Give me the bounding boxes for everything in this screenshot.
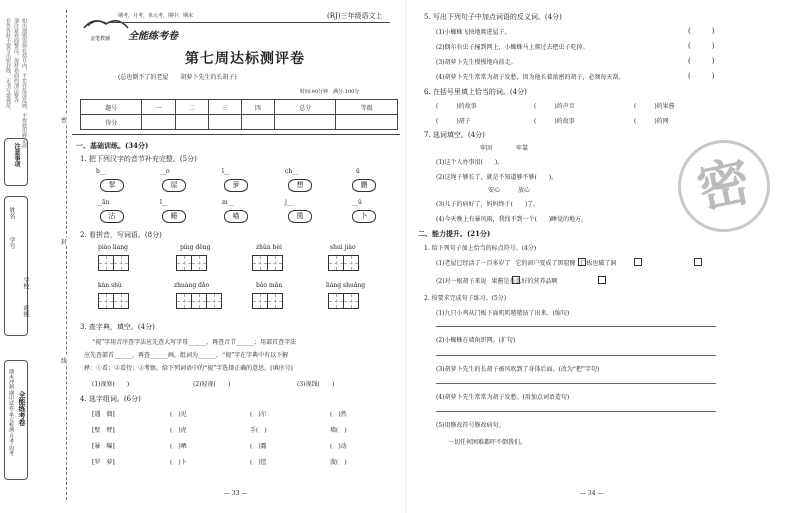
hanzi-box: 沾 — [100, 210, 124, 223]
student-info-box — [4, 196, 28, 336]
answer-line[interactable] — [436, 383, 716, 384]
q6-blank[interactable]: ( )的故事 — [534, 118, 575, 125]
page-title: 第七周达标测评卷 — [185, 51, 305, 67]
pinyin: __o — [160, 168, 170, 175]
seal-mark: 线 — [61, 358, 68, 365]
notice-box — [4, 138, 28, 186]
p2-sentence: (4)胡萝卜先生常常为胡子发愁。(用加点词语造句) — [436, 394, 570, 401]
pinyin: ch__ — [285, 168, 299, 175]
q4-pair: [遇 偶] — [92, 411, 115, 418]
score-row-label: 得分 — [81, 115, 142, 130]
q5-item: (3)胡萝卜先生慢慢地向前走。 — [436, 59, 517, 66]
side-notes-3 — [21, 18, 28, 148]
hanzi-box: 萝 — [224, 179, 248, 192]
answer-line[interactable] — [436, 326, 716, 327]
score-header: 四 — [241, 100, 274, 115]
score-header: 题号 — [81, 100, 142, 115]
pinyin: ū — [356, 168, 360, 175]
hanzi-box: 鹏 — [352, 179, 376, 192]
punct-box[interactable] — [578, 258, 586, 266]
pinyin-word: kàn shù — [98, 282, 122, 289]
q6-blank[interactable]: ( )的网 — [634, 118, 669, 125]
hanzi-box: 喵 — [224, 210, 248, 223]
q7-prompt: 7. 选词填空。(4分) — [424, 131, 485, 139]
p1-prompt: 1. 给下列句子加上恰当的标点符号。(4分) — [424, 245, 537, 252]
writing-grid[interactable] — [328, 293, 358, 309]
score-table — [80, 99, 398, 130]
writing-grid[interactable] — [252, 255, 282, 271]
q4-blank[interactable]: ( )露 — [250, 443, 267, 450]
side-note: 请注意卷面整洁，保持卷面的清洁整齐 — [13, 18, 19, 103]
header-rule — [110, 22, 390, 23]
p2-sentence: (2)小蜘蛛在墙角织网。(扩句) — [436, 337, 516, 344]
score-cell[interactable] — [336, 115, 398, 130]
divider — [72, 134, 400, 135]
p1-sentence: (2)对一根胡子来说 果酱是多么好的营养品啊 — [436, 278, 558, 285]
pinyin: l__ — [160, 199, 168, 206]
sick-sentence: 一切任何困难都吓不倒我们。 — [448, 439, 527, 446]
pinyin-word: bǎo mǎn — [256, 282, 283, 289]
hanzi-box: 卜 — [352, 210, 376, 223]
punct-box[interactable] — [694, 258, 702, 266]
number-label: 学号 — [8, 237, 15, 249]
q5-item: (4)胡萝卜先生常常为胡子发愁，因为他长着浓密的胡子，必须每天刮。 — [436, 74, 625, 81]
q6-blank[interactable]: ( )的声音 — [534, 103, 575, 110]
q4-blank[interactable]: ( )尔 — [250, 411, 267, 418]
q4-blank[interactable]: ( )见 — [170, 411, 187, 418]
p1-sentence: (1)老屋已经活了一百多岁了 它的窗户变成了黑窟窿 门板也破了洞 — [436, 260, 617, 267]
q3-text: “视”字用音序查字法应先查大写字母______，再查音节______；用部首查字法 — [92, 339, 297, 346]
q5-item: (2)偶尔有虫子撞到网上，小蜘蛛马上爬过去把虫子吃掉。 — [436, 44, 589, 51]
q4-blank[interactable]: ( )卜 — [170, 459, 187, 466]
q4-blank[interactable]: 手( ) — [250, 427, 267, 434]
pinyin-word: liáng shuǎng — [326, 282, 366, 289]
score-header: 一 — [142, 100, 175, 115]
score-header: 三 — [208, 100, 241, 115]
pinyin: b__ — [96, 168, 106, 175]
q3-prompt: 3. 查字典，填空。(4分) — [80, 323, 155, 331]
pinyin: j__ — [285, 199, 293, 206]
hanzi-box: 想 — [288, 179, 312, 192]
hanzi-box: 睡 — [162, 210, 186, 223]
q4-blank[interactable]: ( )然 — [330, 411, 347, 418]
side-note: 如出现错误须在括号内，不允许乱涂乱画，不得使用修正液 — [21, 18, 27, 148]
brand-title: 全能练考卷 — [128, 31, 178, 42]
q1-prompt: 1. 把下列汉字的音节补充完整。(5分) — [80, 155, 197, 163]
seal-mark: 密 — [61, 117, 68, 124]
header-tags: 期考，月考，单元考，期中，期末 — [118, 13, 194, 19]
score-cell[interactable] — [142, 115, 175, 130]
pinyin-word: piào liang — [98, 244, 128, 251]
q4-pair: [暴 曝] — [92, 443, 115, 450]
q4-blank[interactable]: 墙( ) — [330, 427, 347, 434]
seal-line — [66, 10, 67, 500]
pinyin: m__ — [222, 199, 234, 206]
q6-blank[interactable]: ( )胡子 — [436, 118, 471, 125]
confidential-stamp — [669, 131, 778, 240]
writing-grid[interactable] — [98, 255, 128, 271]
q7-options: 安心 放心 — [488, 187, 531, 194]
q4-pair: [罗 萝] — [92, 459, 115, 466]
hanzi-box: 揽 — [288, 210, 312, 223]
pinyin-word: píng děng — [180, 244, 211, 251]
q7-sentence: (4)今天晚上有暴风雨，我找不到一个( )睡觉的地方。 — [436, 216, 588, 223]
page-gutter — [405, 0, 406, 513]
score-cell[interactable] — [175, 115, 208, 130]
writing-grid[interactable] — [252, 293, 282, 309]
q5-prompt: 5. 写出下列句子中加点词语的反义词。(4分) — [424, 13, 562, 21]
grade-tag: (RJ)三年级语文上 — [327, 12, 383, 20]
page-number: — 33 — — [224, 490, 248, 497]
q4-blank[interactable]: ( )动 — [330, 443, 347, 450]
section-1-heading: 一、基础训练。(34分) — [76, 141, 149, 150]
score-header: 二 — [175, 100, 208, 115]
stamp-text: 密 — [692, 150, 756, 221]
answer-paren[interactable]: ( ) — [688, 42, 715, 50]
page-subtitle: (总也倒不了的老屋 胡萝卜先生的长胡子) — [118, 74, 237, 81]
q4-pair: [壁 臂] — [92, 427, 115, 434]
score-header: 总分 — [274, 100, 335, 115]
answer-paren[interactable]: ( ) — [688, 27, 715, 35]
q4-blank[interactable]: 菠( ) — [330, 459, 347, 466]
logo-text: 金笔教辅 — [90, 36, 111, 42]
q4-prompt: 4. 选字组词。(6分) — [80, 395, 141, 403]
score-cell[interactable] — [208, 115, 241, 130]
answer-line[interactable] — [436, 355, 716, 356]
answer-paren[interactable]: ( ) — [688, 72, 715, 80]
q7-sentence: (1)这个人办事很( )。 — [436, 159, 504, 166]
q5-item: (1)小蜘蛛飞快地爬进屋子。 — [436, 29, 511, 36]
q7-options: 牢固 牢靠 — [480, 145, 529, 152]
writing-grid[interactable] — [328, 255, 358, 271]
q4-blank[interactable]: ( )筐 — [250, 459, 267, 466]
q3-text: 释：①看；②看待；③考察。给下列词语中的“视”字选择正确的意思。(填序号) — [84, 365, 293, 372]
side-notes — [4, 18, 11, 128]
score-header: 等级 — [336, 100, 398, 115]
p2-sentence: (5)用修改符号修改病句。 — [436, 422, 505, 429]
writing-grid[interactable] — [176, 255, 206, 271]
q3-option[interactable]: (3)视线( ) — [297, 381, 335, 388]
answer-paren[interactable]: ( ) — [688, 57, 715, 65]
time-note: 时间:90分钟 满分:100分 — [300, 89, 360, 95]
hanzi-box: 挈 — [100, 179, 124, 192]
q7-sentence: (3)儿子的病好了，妈妈终于( )了。 — [436, 201, 540, 208]
page-number: — 34 — — [580, 490, 604, 497]
section-2-heading: 二、能力提升。(21分) — [418, 229, 491, 238]
side-note: 在作答时不要写出密封线，正书写要规范。 — [5, 18, 11, 113]
hanzi-box: 屋 — [162, 179, 186, 192]
score-cell[interactable] — [241, 115, 274, 130]
seal-mark: 封 — [61, 239, 68, 246]
punct-box[interactable] — [512, 276, 520, 284]
pinyin: __ǔ — [352, 199, 362, 206]
q3-option[interactable]: (1)视察( ) — [92, 381, 130, 388]
brand-box — [4, 360, 28, 480]
q7-sentence: (2)这绳子够长了，就是不知道够不够( )。 — [436, 174, 558, 181]
class-label: 班级 — [22, 305, 29, 317]
pinyin-word: zhǔn bèi — [256, 244, 282, 251]
answer-line[interactable] — [436, 411, 716, 412]
q3-option[interactable]: (2)轻视( ) — [193, 381, 231, 388]
q6-blank[interactable]: ( )的故事 — [436, 103, 477, 110]
q3-text: 应先查部首______，再查______画，组词为______。“视”字在字典中有以下解 — [84, 352, 289, 359]
brand-vertical: 全能练考卷 — [18, 391, 27, 426]
punct-box[interactable] — [634, 258, 642, 266]
pinyin: l__ — [222, 168, 230, 175]
q6-blank[interactable]: ( )的果酱 — [634, 103, 675, 110]
p2-prompt: 2. 按要求完成句子练习。(5分) — [424, 295, 507, 302]
q2-prompt: 2. 看拼音，写词语。(8分) — [80, 231, 162, 239]
school-label: 学校 — [22, 277, 29, 289]
q4-blank[interactable]: ( )虎 — [170, 427, 187, 434]
score-cell[interactable] — [274, 115, 335, 130]
notice-label: 注意事项 — [13, 143, 20, 167]
writing-grid[interactable] — [176, 293, 221, 309]
brand-vertical-sub: 期末冲刺·期中试卷·单元检测·月考·周考 — [8, 369, 14, 456]
pinyin-word: shuì jiào — [330, 244, 356, 251]
name-label: 姓名 — [8, 207, 15, 219]
q4-blank[interactable]: ( )晒 — [170, 443, 187, 450]
p2-sentence: (1)九只小鸡从门板下面叽叽喳喳钻了出来。(缩句) — [436, 310, 570, 317]
punct-box[interactable] — [598, 276, 606, 284]
writing-grid[interactable] — [98, 293, 128, 309]
pinyin: __ān — [96, 199, 110, 206]
q6-prompt: 6. 在括号里填上恰当的词。(4分) — [424, 88, 527, 96]
pinyin-word: zhuàng dǎo — [174, 282, 210, 289]
side-notes-2 — [13, 18, 20, 128]
p2-sentence: (3)胡萝卜先生的长胡子被风吹到了身体后面。(改为“把”字句) — [436, 366, 600, 373]
